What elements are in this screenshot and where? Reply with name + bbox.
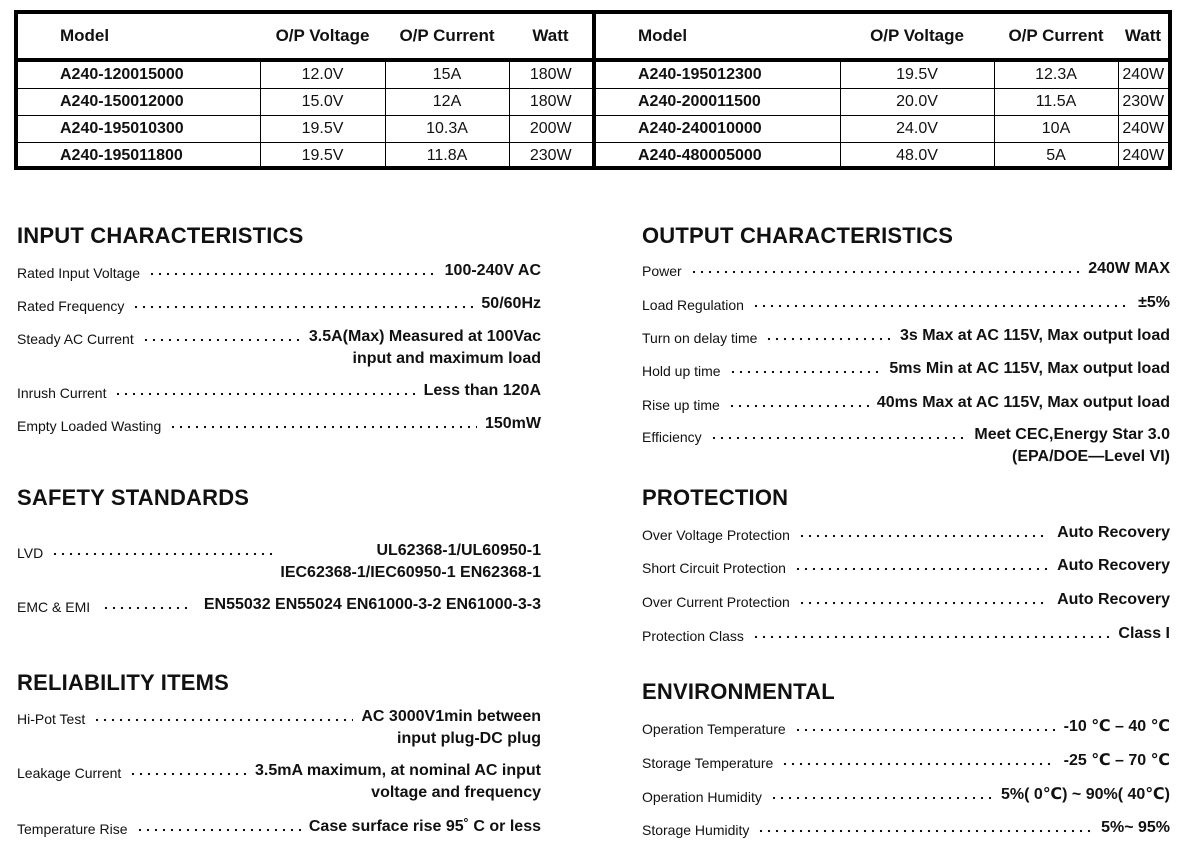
cell-watt: 200W xyxy=(509,116,592,143)
cell-voltage: 20.0V xyxy=(840,89,994,116)
leader-dots xyxy=(798,522,1049,544)
spec-label: Rise up time xyxy=(642,397,720,413)
leader-dots xyxy=(752,292,1130,314)
cell-model: A240-150012000 xyxy=(18,89,260,116)
leader-dots xyxy=(102,594,192,616)
section-title: SAFETY STANDARDS xyxy=(17,485,250,510)
spec-row-rated-frequency xyxy=(17,293,541,317)
spec-label: Hold up time xyxy=(642,363,721,379)
spec-value: 50/60Hz xyxy=(481,295,541,312)
cell-model: A240-195012300 xyxy=(594,60,840,89)
spec-row-turn-on-delay-time xyxy=(642,325,1170,349)
spec-label: Over Voltage Protection xyxy=(642,527,790,543)
leader-dots xyxy=(752,623,1110,645)
leader-dots xyxy=(51,540,272,562)
cell-voltage: 48.0V xyxy=(840,143,994,170)
safety-standards-section xyxy=(17,484,541,615)
spec-value: -25 ℃ – 70 ℃ xyxy=(1063,752,1170,769)
spec-value: Auto Recovery xyxy=(1057,524,1170,541)
cell-voltage: 24.0V xyxy=(840,116,994,143)
leader-dots xyxy=(710,424,967,446)
leader-dots xyxy=(765,325,892,347)
spec-value: 5ms Min at AC 115V, Max output load xyxy=(889,360,1170,377)
spec-row-hold-up-time xyxy=(642,358,1170,382)
spec-row-empty-loaded-wasting xyxy=(17,413,541,437)
cell-model: A240-195011800 xyxy=(18,143,260,170)
spec-label: Turn on delay time xyxy=(642,330,758,346)
spec-value: UL62368-1/UL60950-1 IEC62368-1/IEC60950-1 EN62368-1 xyxy=(280,542,541,581)
spec-row-inrush-current xyxy=(17,380,541,404)
spec-label: EMC & EMI xyxy=(17,599,91,615)
spec-row-power xyxy=(642,258,1170,282)
leader-dots xyxy=(798,589,1049,611)
section-title: INPUT CHARACTERISTICS xyxy=(17,223,304,248)
spec-row-hi-pot-test xyxy=(17,706,541,750)
spec-label: Operation Temperature xyxy=(642,721,786,737)
section-title: RELIABILITY ITEMS xyxy=(17,670,230,695)
spec-label: Temperature Rise xyxy=(17,821,128,837)
cell-current: 12.3A xyxy=(994,60,1118,89)
cell-model: A240-195010300 xyxy=(18,116,260,143)
spec-label: Rated Frequency xyxy=(17,298,125,314)
spec-label: Steady AC Current xyxy=(17,331,134,347)
cell-current: 11.5A xyxy=(994,89,1118,116)
spec-label: LVD xyxy=(17,545,44,561)
spec-value: Case surface rise 95˚ C or less xyxy=(308,818,541,835)
cell-current: 5A xyxy=(994,143,1118,170)
right-spec-column xyxy=(642,0,1170,863)
spec-row-emc-emi xyxy=(17,594,541,618)
spec-value: Class I xyxy=(1118,625,1170,642)
spec-label: Short Circuit Protection xyxy=(642,560,786,576)
spec-value: 3.5A(Max) Measured at 100Vac input and maximum load xyxy=(308,328,541,367)
spec-value: Less than 120A xyxy=(423,382,541,399)
col-header-watt: Watt xyxy=(1118,14,1168,60)
cell-watt: 180W xyxy=(509,89,592,116)
leader-dots xyxy=(781,750,1055,772)
spec-value: 100-240V AC xyxy=(444,262,541,279)
spec-row-rated-input-voltage xyxy=(17,260,541,284)
cell-watt: 180W xyxy=(509,60,592,89)
input-characteristics-section xyxy=(17,222,541,434)
spec-row-over-voltage-protection xyxy=(642,522,1170,546)
leader-dots xyxy=(794,716,1056,738)
spec-value: ±5% xyxy=(1138,294,1170,311)
cell-voltage: 19.5V xyxy=(840,60,994,89)
cell-current: 10A xyxy=(994,116,1118,143)
col-header-model: Model xyxy=(594,14,840,60)
spec-value: 240W MAX xyxy=(1088,260,1170,277)
leader-dots xyxy=(770,784,993,806)
spec-label: Rated Input Voltage xyxy=(17,265,140,281)
leader-dots xyxy=(148,260,437,282)
spec-value: 3s Max at AC 115V, Max output load xyxy=(899,327,1170,344)
col-header-current: O/P Current xyxy=(385,14,509,60)
col-header-current: O/P Current xyxy=(994,14,1118,60)
leader-dots xyxy=(690,258,1081,280)
cell-watt: 230W xyxy=(1118,89,1168,116)
cell-voltage: 19.5V xyxy=(260,116,385,143)
leader-dots xyxy=(794,555,1049,577)
spec-value: AC 3000V1min between input plug-DC plug xyxy=(361,708,541,747)
spec-label: Leakage Current xyxy=(17,765,122,781)
col-header-model: Model xyxy=(18,14,260,60)
leader-dots xyxy=(142,326,301,348)
cell-watt: 240W xyxy=(1118,60,1168,89)
section-title: ENVIRONMENTAL xyxy=(642,679,835,704)
section-title: PROTECTION xyxy=(642,485,789,510)
spec-row-storage-temperature xyxy=(642,750,1170,774)
spec-row-protection-class xyxy=(642,623,1170,647)
spec-row-lvd xyxy=(17,540,541,584)
spec-row-load-regulation xyxy=(642,292,1170,316)
spec-row-operation-humidity xyxy=(642,784,1170,808)
leader-dots xyxy=(93,706,353,728)
spec-value: 150mW xyxy=(484,415,541,432)
spec-label: Over Current Protection xyxy=(642,594,790,610)
cell-watt: 240W xyxy=(1118,143,1168,170)
cell-voltage: 12.0V xyxy=(260,60,385,89)
spec-value: 3.5mA maximum, at nominal AC input voltage and frequency xyxy=(255,762,541,801)
cell-model: A240-120015000 xyxy=(18,60,260,89)
spec-label: Storage Temperature xyxy=(642,755,774,771)
left-spec-column xyxy=(17,0,541,863)
spec-row-temperature-rise xyxy=(17,816,541,840)
cell-voltage: 19.5V xyxy=(260,143,385,170)
spec-row-steady-ac-current xyxy=(17,326,541,370)
spec-value: Auto Recovery xyxy=(1057,591,1170,608)
leader-dots xyxy=(114,380,415,402)
spec-label: Load Regulation xyxy=(642,297,744,313)
spec-value: 5%~ 95% xyxy=(1101,819,1170,836)
spec-value: Auto Recovery xyxy=(1057,557,1170,574)
leader-dots xyxy=(136,816,301,838)
spec-row-storage-humidity xyxy=(642,817,1170,841)
section-title: OUTPUT CHARACTERISTICS xyxy=(642,223,954,248)
spec-row-short-circuit-protection xyxy=(642,555,1170,579)
reliability-items-section xyxy=(17,669,541,837)
output-characteristics-section xyxy=(642,222,1170,465)
cell-watt: 230W xyxy=(509,143,592,170)
cell-current: 11.8A xyxy=(385,143,509,170)
protection-section xyxy=(642,484,1170,644)
spec-row-leakage-current xyxy=(17,760,541,804)
spec-label: Inrush Current xyxy=(17,385,107,401)
cell-current: 12A xyxy=(385,89,509,116)
spec-label: Power xyxy=(642,263,682,279)
leader-dots xyxy=(129,760,247,782)
leader-dots xyxy=(132,293,473,315)
cell-current: 10.3A xyxy=(385,116,509,143)
spec-value: 40ms Max at AC 115V, Max output load xyxy=(876,394,1170,411)
col-header-watt: Watt xyxy=(509,14,592,60)
spec-row-operation-temperature xyxy=(642,716,1170,740)
spec-label: Operation Humidity xyxy=(642,789,762,805)
leader-dots xyxy=(728,392,869,414)
spec-label: Hi-Pot Test xyxy=(17,711,86,727)
cell-voltage: 15.0V xyxy=(260,89,385,116)
spec-value: EN55032 EN55024 EN61000-3-2 EN61000-3-3 xyxy=(203,596,541,613)
cell-model: A240-240010000 xyxy=(594,116,840,143)
leader-dots xyxy=(169,413,477,435)
spec-label: Storage Humidity xyxy=(642,822,750,838)
spec-value: 5%( 0℃) ~ 90%( 40℃) xyxy=(1000,786,1170,803)
spec-row-over-current-protection xyxy=(642,589,1170,613)
col-header-voltage: O/P Voltage xyxy=(840,14,994,60)
spec-value: Meet CEC,Energy Star 3.0 (EPA/DOE—Level VI) xyxy=(974,426,1170,465)
spec-label: Protection Class xyxy=(642,628,744,644)
spec-label: Empty Loaded Wasting xyxy=(17,418,162,434)
cell-model: A240-200011500 xyxy=(594,89,840,116)
spec-label: Efficiency xyxy=(642,429,702,445)
leader-dots xyxy=(757,817,1093,839)
cell-watt: 240W xyxy=(1118,116,1168,143)
cell-model: A240-480005000 xyxy=(594,143,840,170)
spec-row-efficiency xyxy=(642,424,1170,468)
spec-value: -10 ℃ – 40 ℃ xyxy=(1063,718,1170,735)
leader-dots xyxy=(729,358,882,380)
cell-current: 15A xyxy=(385,60,509,89)
environmental-section xyxy=(642,678,1170,838)
col-header-voltage: O/P Voltage xyxy=(260,14,385,60)
spec-row-rise-up-time xyxy=(642,392,1170,416)
